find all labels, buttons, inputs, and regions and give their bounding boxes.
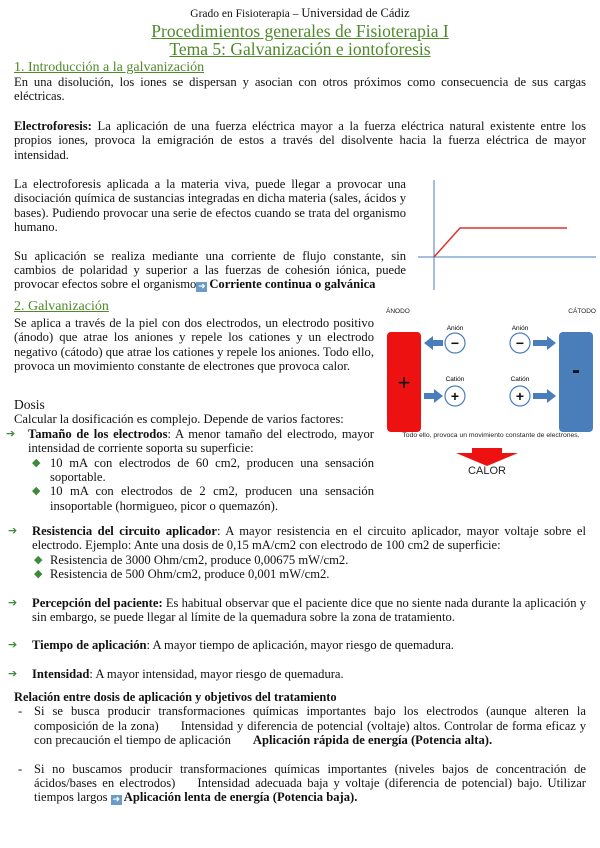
- arrow-bullet-icon: ➔: [8, 638, 18, 652]
- electroforesis-definition: La aplicación de una fuerza eléctrica mayor a la fuerza eléctrica natural existente entre los propios iones, provoca la emigración de estos a través del disolvente hacia la fuerza eléctrica de mayor intensidad.: [14, 118, 586, 162]
- factor-term: Tiempo de aplicación: [32, 638, 147, 653]
- dash-bullet: -: [18, 761, 23, 776]
- factor-term: Intensidad: [32, 666, 90, 681]
- university-name: Universidad de Cádiz: [301, 6, 410, 20]
- electrode-diagram: [384, 300, 598, 482]
- diamond-bullet-icon: ◆: [34, 567, 43, 581]
- cation-sign: +: [450, 388, 460, 404]
- anion-sign: −: [450, 335, 460, 351]
- cation-label-left: Catión: [445, 376, 465, 383]
- factor-item: [6, 426, 374, 456]
- header-separator: –: [292, 8, 299, 20]
- relation-condition: Si no buscamos producir transformaciones químicas importantes (niveles bajos de concentración de ácidos/bases en electrodos): [34, 761, 586, 791]
- document-subtitle: Tema 5: Galvanización e iontoforesis: [169, 39, 431, 59]
- relation-result: Aplicación lenta de energía (Potencia baja).: [123, 790, 358, 805]
- course-name: Grado en Fisioterapia: [190, 8, 290, 20]
- factor-item: [6, 638, 586, 652]
- arrow-right-icon: ➜: [112, 795, 120, 806]
- diamond-bullet-icon: ◆: [34, 552, 43, 566]
- arrow-bullet-icon: ➔: [8, 666, 18, 680]
- factor-text: Es habitual observar que el paciente dice que no siente nada durante la aplicación y sin embargo, se puede llegar al límite de la quemadura sobre la zona de tratamiento.: [32, 595, 586, 625]
- relation-result: Aplicación rápida de energía (Potencia alta).: [252, 733, 493, 748]
- section1-heading: 1. Introducción a la galvanización: [14, 60, 205, 75]
- page-header: [0, 6, 600, 21]
- relation-heading: Relación entre dosis de aplicación y objetivos del tratamiento: [14, 690, 337, 704]
- relation-item: [14, 762, 586, 806]
- diamond-bullet-icon: ◆: [32, 455, 41, 469]
- factor-item: [6, 596, 586, 625]
- diagram-caption: Todo ello, provoca un movimiento constante de electrones.: [402, 432, 580, 439]
- factor-term: Resistencia del circuito aplicador: [32, 524, 217, 538]
- dosis-block: [6, 397, 374, 513]
- arrow-right-icon: [424, 389, 443, 403]
- sub-text: 10 mA con electrodos de 60 cm2, producen una sensación soportable.: [50, 455, 374, 485]
- application-text: Su aplicación se realiza mediante una corriente de flujo constante, sin cambios de polaridad y superior a las fuerzas de cohesión iónica, puede provocar efectos sobre el organismo: [14, 248, 406, 292]
- cation-sign: +: [515, 388, 525, 404]
- intro-paragraph: En una disolución, los iones se dispersan y asocian con otros próximos como consecuencia de sus cargas eléctricas.: [14, 75, 586, 104]
- sub-text: Resistencia de 500 Ohm/cm2, produce 0,001 mW/cm2.: [50, 567, 330, 582]
- arrow-right-icon: ➜: [198, 282, 206, 293]
- arrow-bullet-icon: ➔: [6, 426, 16, 440]
- factor-text: : A menor tamaño del electrodo, mayor intensidad de corriente soporta su superficie:: [28, 426, 374, 456]
- cation-label-right: Catión: [510, 376, 530, 383]
- arrow-bullet-icon: ➔: [8, 595, 18, 609]
- term-electroforesis: Electroforesis:: [14, 118, 92, 133]
- sub-item: [14, 484, 374, 513]
- factor-text: : A mayor resistencia en el circuito aplicador, mayor voltaje sobre el electrodo. Ejemplo: Ante una dosis de 0,15 mA/cm2 con electrodo de 100 cm2 de superficie:: [32, 524, 587, 553]
- factor-item: [6, 524, 586, 553]
- down-arrow-icon: [456, 448, 518, 466]
- cathode-sign: -: [572, 357, 580, 384]
- factor-text: : A mayor intensidad, mayor riesgo de quemadura.: [89, 666, 344, 681]
- diamond-bullet-icon: ◆: [32, 484, 41, 498]
- arrow-left-icon: [533, 336, 556, 350]
- section1-body-2: [14, 177, 406, 292]
- factors-list: [6, 524, 586, 681]
- arrow-left-icon: [424, 336, 443, 350]
- galvanic-current-graph: [410, 176, 598, 296]
- anion-label-left: Anión: [446, 325, 464, 332]
- conclusion-text: Corriente continua o galvánica: [209, 277, 376, 292]
- section2-intro: [14, 316, 374, 374]
- sub-item: [14, 456, 374, 485]
- application-paragraph: [14, 249, 406, 293]
- arrow-bullet-icon: ➔: [8, 524, 18, 537]
- sub-item: [6, 553, 586, 567]
- living-matter-paragraph: La electroforesis aplicada a la materia viva, puede llegar a provocar una disociación química de sustancias integradas en dicha materia (sales, ácidos y bases). Pudiendo provocar una serie de efectos cuando se trata del organismo humano.: [14, 177, 406, 235]
- electroforesis-paragraph: [14, 119, 586, 162]
- cathode-label: CÁTODO: [568, 308, 596, 315]
- anion-label-right: Anión: [511, 325, 529, 332]
- galvanization-paragraph: Se aplica a través de la piel con dos electrodos, un electrodo positivo (ánodo) que atrae los aniones y repele los cationes y un electrodo negativo (cátodo) que atrae los cationes y repele los aniones. Todo ello, provoca un movimiento constante de electrones que provoca calor.: [14, 316, 374, 374]
- relation-block: [14, 690, 586, 805]
- arrow-right-icon: [533, 389, 556, 403]
- current-line: [434, 228, 567, 257]
- dosis-intro: Calcular la dosificación es complejo. Depende de varios factores:: [14, 412, 344, 427]
- section2-heading: 2. Galvanización: [14, 299, 109, 314]
- relation-condition: Si se busca producir transformaciones químicas importantes bajo los electrodos (aunque alteren la composición de la zona): [34, 704, 586, 733]
- relation-parameters: Intensidad adecuada baja y voltaje (diferencia de potencial) bajo. Utilizar tiempos largos: [34, 776, 586, 805]
- section1-body: [14, 75, 586, 162]
- factor-item: [6, 667, 586, 681]
- relation-item: [14, 704, 586, 747]
- heat-result: CALOR: [468, 465, 506, 477]
- factor-term: Tamaño de los electrodos: [28, 426, 168, 441]
- dosis-heading: Dosis: [14, 397, 45, 412]
- sub-text: 10 mA con electrodos de 2 cm2, producen una sensación insoportable (hormigueo, picor o quemazón).: [50, 484, 374, 513]
- dash-bullet: -: [18, 704, 23, 719]
- anode-label: ÁNODO: [386, 308, 410, 315]
- sub-text: Resistencia de 3000 Ohm/cm2, produce 0,00675 mW/cm2.: [50, 552, 349, 567]
- anion-sign: −: [515, 335, 525, 351]
- document-title: Procedimientos generales de Fisioterapia I: [151, 21, 449, 41]
- factor-term: Percepción del paciente:: [32, 595, 163, 610]
- anode-sign: +: [397, 370, 411, 395]
- factor-text: : A mayor tiempo de aplicación, mayor riesgo de quemadura.: [146, 638, 454, 653]
- relation-parameters: Intensidad y diferencia de potencial (voltaje) altos. Controlar de forma eficaz y con precaución el tiempo de aplicación: [34, 718, 586, 748]
- sub-item: [6, 567, 586, 581]
